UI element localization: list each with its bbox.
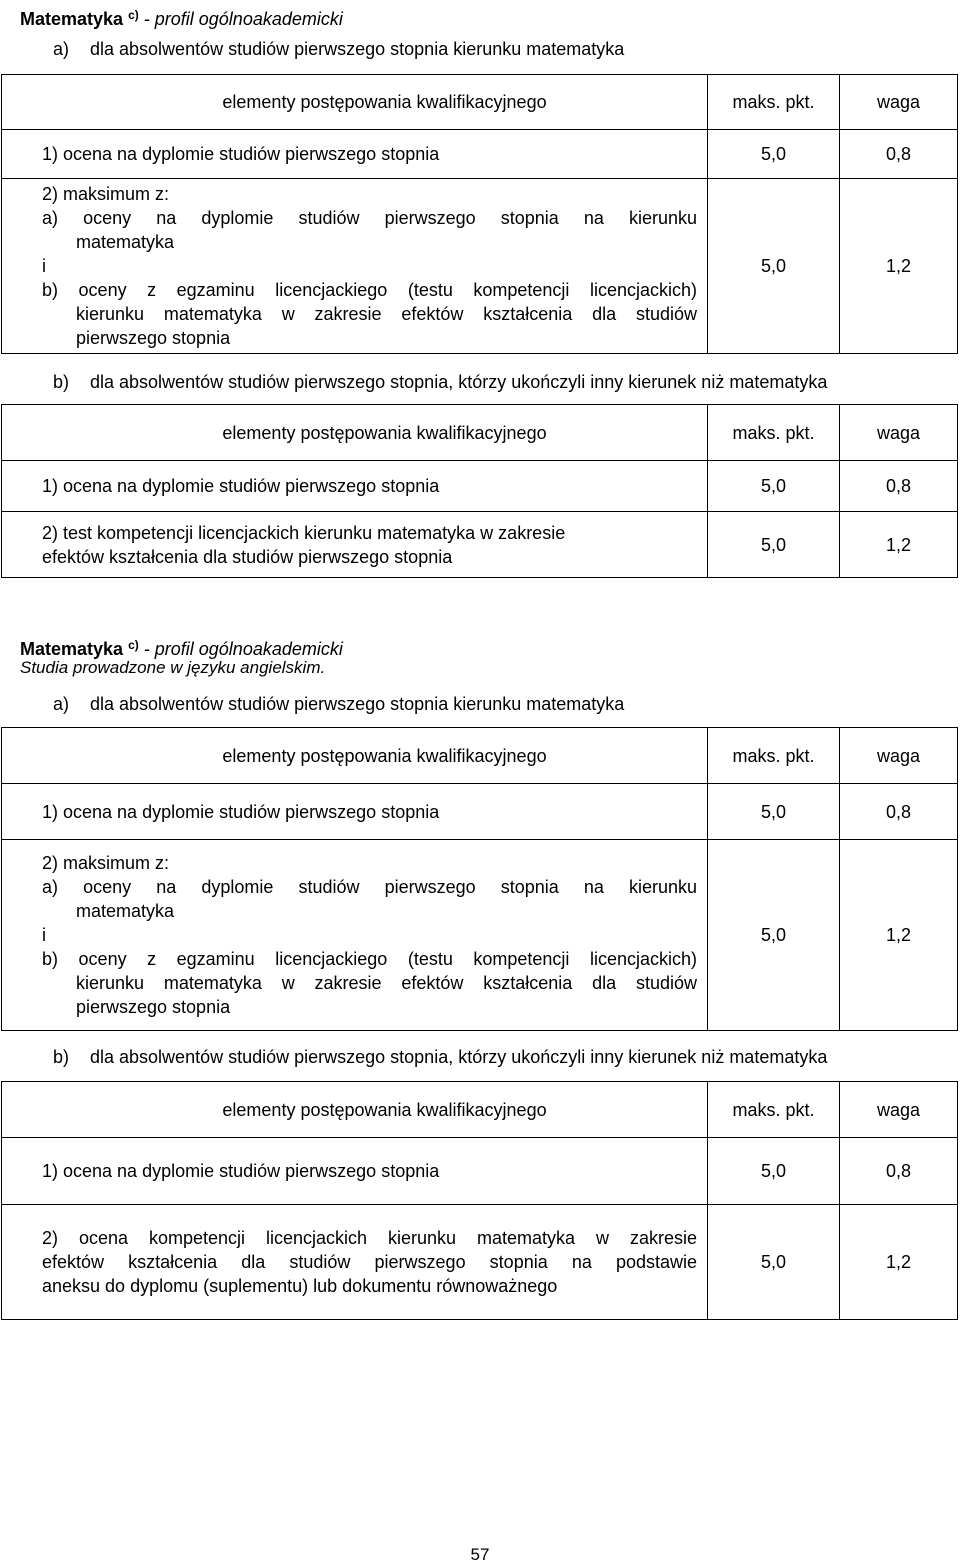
- section-title-sup: c): [128, 8, 139, 22]
- row-weight: 1,2: [840, 512, 958, 578]
- subsection-label: a): [53, 694, 70, 714]
- row-weight: 1,2: [840, 1205, 958, 1320]
- subsection-text: dla absolwentów studiów pierwszego stopnia, którzy ukończyli inny kierunek niż matematyka: [90, 1047, 828, 1067]
- row-max-points: 5,0: [708, 512, 840, 578]
- row-description: [2, 1205, 708, 1320]
- row-line: a) oceny na dyplomie studiów pierwszego stopnia na kierunku: [42, 208, 697, 228]
- section-title: Matematyka: [20, 639, 124, 659]
- subsection-label: b): [53, 1047, 70, 1067]
- row-weight: 1,2: [840, 179, 958, 354]
- section-heading: [20, 634, 343, 660]
- row-line: 2) maksimum z:: [42, 184, 170, 204]
- row-line: i: [42, 256, 46, 276]
- table-header-row: [2, 75, 958, 130]
- row-weight: 0,8: [840, 1138, 958, 1205]
- row-line: pierwszego stopnia: [76, 328, 231, 348]
- row-description: 1) ocena na dyplomie studiów pierwszego stopnia: [2, 1138, 708, 1205]
- header-max-points: maks. pkt.: [708, 75, 840, 130]
- row-line: pierwszego stopnia: [76, 997, 231, 1017]
- row-description: [2, 512, 708, 578]
- table-row: [2, 784, 958, 840]
- header-max-points: maks. pkt.: [708, 405, 840, 461]
- section-heading: [20, 4, 343, 30]
- table-row: [2, 1205, 958, 1320]
- row-max-points: 5,0: [708, 461, 840, 512]
- header-elements: elementy postępowania kwalifikacyjnego: [2, 1082, 708, 1138]
- section-title-sup: c): [128, 638, 139, 652]
- row-max-points: 5,0: [708, 840, 840, 1031]
- header-max-points: maks. pkt.: [708, 728, 840, 784]
- row-description: [2, 840, 708, 1031]
- subsection-text: dla absolwentów studiów pierwszego stopnia kierunku matematyka: [90, 694, 625, 714]
- page-number: 57: [470, 1545, 490, 1564]
- row-line: matematyka: [76, 232, 175, 252]
- row-weight: 0,8: [840, 130, 958, 179]
- row-line: kierunku matematyka w zakresie efektów kształcenia dla studiów: [76, 304, 697, 324]
- qualification-table: [1, 74, 958, 354]
- row-description: [2, 179, 708, 354]
- row-max-points: 5,0: [708, 1138, 840, 1205]
- row-line: kierunku matematyka w zakresie efektów kształcenia dla studiów: [76, 973, 697, 993]
- table-row: [2, 512, 958, 578]
- row-weight: 0,8: [840, 784, 958, 840]
- row-max-points: 5,0: [708, 1205, 840, 1320]
- header-weight: waga: [840, 728, 958, 784]
- table-header-row: [2, 405, 958, 461]
- row-line: b) oceny z egzaminu licencjackiego (testu kompetencji licencjackich): [42, 949, 697, 969]
- row-line: aneksu do dyplomu (suplementu) lub dokumentu równoważnego: [42, 1276, 558, 1296]
- header-weight: waga: [840, 75, 958, 130]
- subsection-text: dla absolwentów studiów pierwszego stopnia, którzy ukończyli inny kierunek niż matematyka: [90, 372, 828, 392]
- row-line: matematyka: [76, 901, 175, 921]
- row-line: efektów kształcenia dla studiów pierwszego stopnia na podstawie: [42, 1252, 697, 1272]
- section-profile: - profil ogólnoakademicki: [143, 9, 343, 29]
- header-max-points: maks. pkt.: [708, 1082, 840, 1138]
- section-profile: - profil ogólnoakademicki: [143, 639, 343, 659]
- subsection-label: a): [53, 39, 70, 59]
- row-weight: 0,8: [840, 461, 958, 512]
- row-line: i: [42, 925, 46, 945]
- row-max-points: 5,0: [708, 130, 840, 179]
- header-elements: elementy postępowania kwalifikacyjnego: [2, 75, 708, 130]
- row-description: 1) ocena na dyplomie studiów pierwszego stopnia: [2, 461, 708, 512]
- section-note: Studia prowadzone w języku angielskim.: [20, 658, 326, 677]
- table-row: [2, 179, 958, 354]
- table-row: [2, 840, 958, 1031]
- header-weight: waga: [840, 405, 958, 461]
- row-line: 2) maksimum z:: [42, 853, 170, 873]
- row-line: a) oceny na dyplomie studiów pierwszego stopnia na kierunku: [42, 877, 697, 897]
- row-description: 1) ocena na dyplomie studiów pierwszego stopnia: [2, 784, 708, 840]
- table-header-row: [2, 728, 958, 784]
- table-row: [2, 461, 958, 512]
- header-elements: elementy postępowania kwalifikacyjnego: [2, 728, 708, 784]
- qualification-table: [1, 727, 958, 1031]
- section-title: Matematyka: [20, 9, 124, 29]
- row-line: b) oceny z egzaminu licencjackiego (testu kompetencji licencjackich): [42, 280, 697, 300]
- header-weight: waga: [840, 1082, 958, 1138]
- table-row: [2, 1138, 958, 1205]
- row-description: 1) ocena na dyplomie studiów pierwszego stopnia: [2, 130, 708, 179]
- row-max-points: 5,0: [708, 179, 840, 354]
- subsection-text: dla absolwentów studiów pierwszego stopnia kierunku matematyka: [90, 39, 625, 59]
- table-row: [2, 130, 958, 179]
- qualification-table: [1, 404, 958, 578]
- subsection-label: b): [53, 372, 70, 392]
- row-line: 2) ocena kompetencji licencjackich kierunku matematyka w zakresie: [42, 1228, 697, 1248]
- row-line: 2) test kompetencji licencjackich kierunku matematyka w zakresie: [42, 522, 566, 543]
- row-weight: 1,2: [840, 840, 958, 1031]
- table-header-row: [2, 1082, 958, 1138]
- header-elements: elementy postępowania kwalifikacyjnego: [2, 405, 708, 461]
- row-line: efektów kształcenia dla studiów pierwszego stopnia: [42, 546, 453, 567]
- qualification-table: [1, 1081, 958, 1320]
- row-max-points: 5,0: [708, 784, 840, 840]
